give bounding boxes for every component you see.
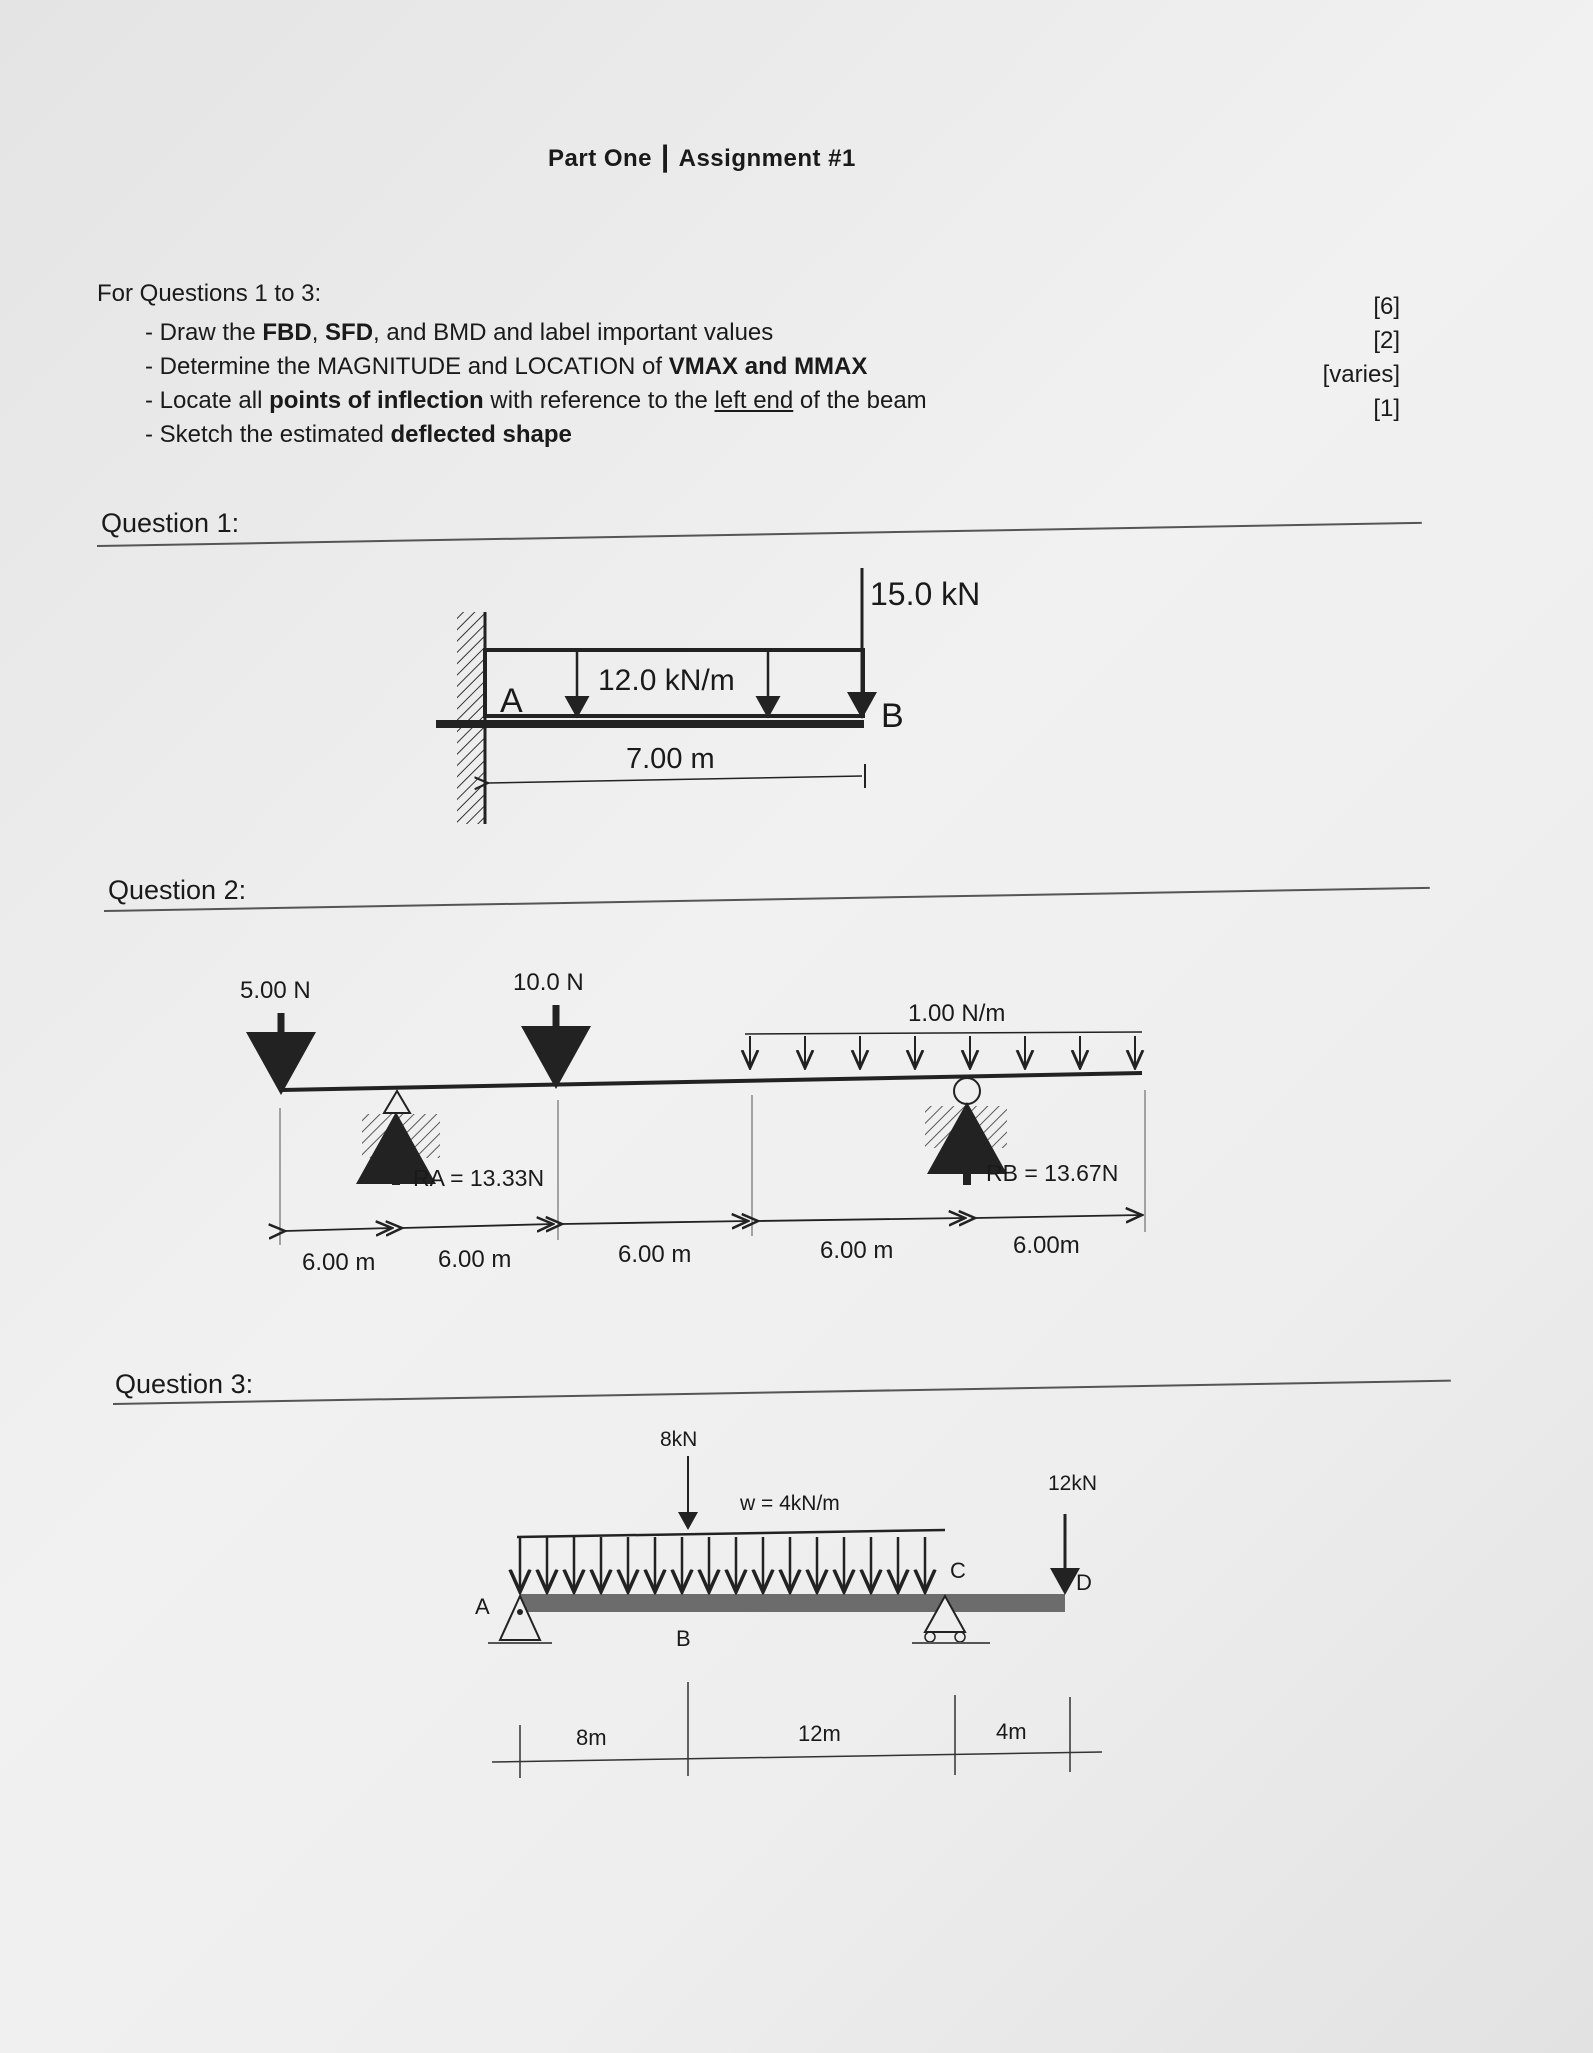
title-part1: Part One bbox=[548, 145, 653, 172]
task-marks: [1] bbox=[1373, 395, 1400, 422]
q2-pin-support-a bbox=[384, 1091, 410, 1113]
q3-roller-wheel bbox=[925, 1632, 935, 1642]
q1-udl-label: 12.0 kN/m bbox=[598, 664, 735, 697]
q2-load1-label: 5.00 N bbox=[240, 977, 311, 1004]
q2-udl-label: 1.00 N/m bbox=[908, 1000, 1006, 1027]
q3-udl-arrows bbox=[520, 1537, 925, 1592]
q2-ground-a bbox=[362, 1114, 440, 1158]
q3-span3-label: 4m bbox=[996, 1719, 1027, 1744]
task-marks: [2] bbox=[1373, 327, 1400, 354]
title-separator: | bbox=[660, 140, 670, 173]
task-text: VMAX and MMAX bbox=[668, 353, 868, 380]
q1-span-dim-line bbox=[488, 776, 862, 783]
q1-point-a-label: A bbox=[500, 682, 523, 720]
task-marks: [6] bbox=[1373, 293, 1400, 320]
q2-span4-label: 6.00 m bbox=[820, 1237, 894, 1264]
q2-span2-label: 6.00 m bbox=[438, 1246, 512, 1273]
question2-label: Question 2: bbox=[108, 875, 247, 905]
task-text: Sketch the estimated bbox=[159, 421, 391, 448]
q2-span3-label: 6.00 m bbox=[618, 1241, 692, 1268]
question3-label: Question 3: bbox=[115, 1369, 254, 1399]
q3-udl-top-line bbox=[517, 1530, 945, 1537]
question1-diagram bbox=[436, 568, 980, 824]
task-marks: [varies] bbox=[1322, 361, 1400, 388]
q3-point-c-label: C bbox=[950, 1558, 966, 1583]
question3-diagram bbox=[475, 1428, 1102, 1778]
q2-reaction-b-label: RB = 13.67N bbox=[986, 1160, 1119, 1186]
task-text: with reference to the bbox=[483, 387, 715, 414]
q1-fixed-wall bbox=[457, 612, 485, 824]
q3-pin-a bbox=[517, 1609, 523, 1615]
q3-span2-label: 12m bbox=[798, 1721, 841, 1746]
q3-dim-line bbox=[492, 1752, 1102, 1762]
q2-span1-label: 6.00 m bbox=[302, 1249, 376, 1276]
q3-load-d-label: 12kN bbox=[1048, 1472, 1098, 1495]
q2-udl-line bbox=[745, 1032, 1142, 1034]
q1-point-b-label: B bbox=[881, 697, 904, 735]
title-part2: Assignment #1 bbox=[678, 145, 856, 172]
question1-label: Question 1: bbox=[101, 508, 240, 538]
q3-point-a-label: A bbox=[475, 1594, 490, 1619]
q2-dimension-arrows bbox=[285, 1215, 1142, 1231]
q2-span5-label: 6.00m bbox=[1013, 1232, 1080, 1259]
q3-udl-label: w = 4kN/m bbox=[740, 1492, 840, 1515]
q3-span1-label: 8m bbox=[576, 1725, 607, 1750]
q2-beam bbox=[282, 1073, 1142, 1090]
q1-span-label: 7.00 m bbox=[626, 743, 715, 775]
task-text: points of inflection bbox=[269, 387, 484, 414]
q2-udl-arrows bbox=[750, 1036, 1135, 1068]
instructions-intro: For Questions 1 to 3: bbox=[97, 280, 322, 307]
task-text: Locate all bbox=[159, 387, 270, 414]
task-text: of the beam bbox=[793, 387, 927, 414]
q3-beam bbox=[520, 1594, 1065, 1612]
q1-point-load-label: 15.0 kN bbox=[870, 576, 981, 612]
q2-roller-support-b bbox=[954, 1078, 980, 1104]
q3-load-b-label: 8kN bbox=[660, 1428, 698, 1451]
task-text: , and BMD and label important values bbox=[373, 319, 774, 346]
task-text: deflected shape bbox=[390, 421, 572, 448]
task-text: Draw the bbox=[159, 319, 263, 346]
task-text: SFD bbox=[325, 319, 374, 346]
task-text: Determine the MAGNITUDE and LOCATION of bbox=[159, 353, 669, 380]
q2-load2-label: 10.0 N bbox=[513, 969, 584, 996]
question2-diagram bbox=[240, 969, 1145, 1276]
q3-point-d-label: D bbox=[1076, 1570, 1092, 1595]
q2-reaction-a-label: RA = 13.33N bbox=[413, 1165, 545, 1191]
q3-roller-wheel bbox=[955, 1632, 965, 1642]
task-text: FBD bbox=[262, 319, 312, 346]
q3-point-b-label: B bbox=[676, 1626, 691, 1651]
task-text: left end bbox=[714, 387, 794, 414]
task-text: , bbox=[311, 319, 326, 346]
